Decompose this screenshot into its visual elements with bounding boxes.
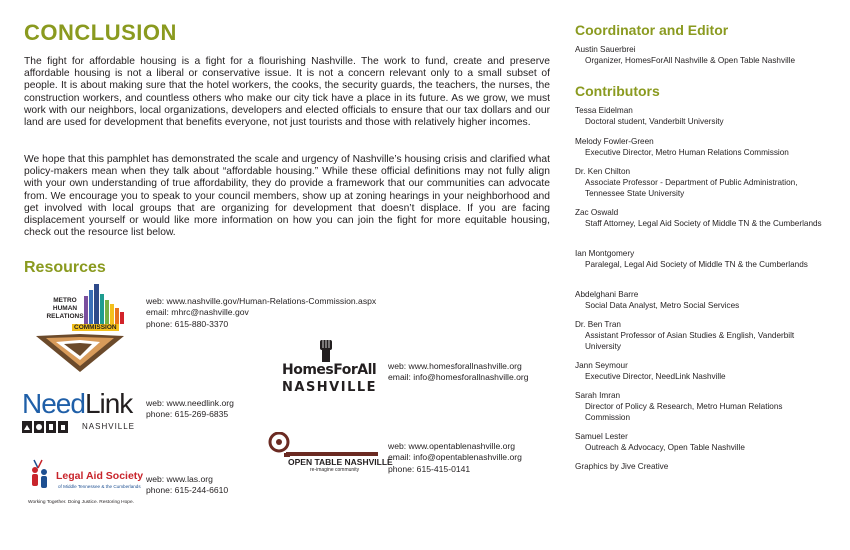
raised-fist-icon — [316, 338, 336, 362]
opentable-logo-sub: re-imagine community — [310, 467, 360, 473]
contributor-role: Staff Attorney, Legal Aid Society of Middle TN & the Cumberlands — [585, 218, 822, 228]
contributor-name: Dr. Ben Tran — [575, 320, 621, 329]
contributor-role: Executive Director, Metro Human Relations Commission — [585, 147, 789, 157]
homesforall-logo-subtext: NASHVILLE — [282, 380, 378, 395]
mhrc-contact — [146, 296, 376, 330]
contributor-name: Dr. Ken Chilton — [575, 167, 631, 176]
needlink-icons — [22, 420, 78, 432]
contributor-role: Assistant Professor of Asian Studies & English, Vanderbilt University — [585, 330, 795, 351]
opentable-email[interactable]: email: info@opentablenashville.org — [388, 452, 522, 463]
contributor-role: Outreach & Advocacy, Open Table Nashville — [585, 442, 745, 452]
needlink-web[interactable]: web: www.needlink.org — [146, 398, 234, 408]
contributor-role: Doctoral student, Vanderbilt University — [585, 116, 724, 126]
needlink-logo-link: Link — [84, 388, 133, 419]
graphics-credit: Graphics by Jive Creative — [575, 462, 669, 471]
contributor-role: Social Data Analyst, Metro Social Services — [585, 300, 740, 310]
contributor-role: Director of Policy & Research, Metro Human Relations Commission — [585, 401, 783, 422]
mhrc-logo — [34, 282, 126, 348]
needlink-logo-sub: NASHVILLE — [82, 422, 136, 431]
contributor-entry — [575, 137, 825, 159]
contributor-role: Paralegal, Legal Aid Society of Middle TN & the Cumberlands — [585, 259, 808, 269]
resources-heading: Resources — [24, 259, 106, 276]
needlink-logo-need: Need — [22, 388, 85, 419]
contributor-entry — [575, 208, 825, 230]
las-phone: phone: 615-244-6610 — [146, 485, 229, 496]
contributor-entry — [575, 361, 825, 383]
homesforall-email[interactable]: email: info@homesforallnashville.org — [388, 372, 529, 383]
page-title: CONCLUSION — [24, 20, 177, 45]
contributor-name: Ian Montgomery — [575, 249, 635, 258]
las-logo — [28, 458, 144, 510]
contributor-name: Sarah Imran — [575, 391, 621, 400]
contributor-role: Executive Director, NeedLink Nashville — [585, 371, 726, 381]
mhrc-web[interactable]: web: www.nashville.gov/Human-Relations-Commission.aspx — [146, 296, 377, 306]
contributor-entry — [575, 290, 825, 312]
contributor-entry — [575, 320, 825, 352]
mhrc-logo-text-3: RELATIONS — [46, 313, 84, 320]
homesforall-logo — [282, 338, 378, 396]
coordinator-name: Austin Sauerbrei — [575, 45, 636, 54]
contributor-entry — [575, 432, 825, 454]
contributor-role: Associate Professor - Department of Public Administration, Tennessee State University — [585, 177, 798, 198]
contributor-name: Abdelghani Barre — [575, 290, 639, 299]
conclusion-paragraph-2: We hope that this pamphlet has demonstrated the scale and urgency of Nashville’s housing crisis and clarified what policy-makers mean when they talk about “affordable housing.” While these official definitions may not fully align with your own understanding of true affordability, they do provide a framework that our communities can advocate from. We encourage you to speak to your council members, show up at zoning hearings in your neighborhood and get involved with local groups that are organizing for development that doesn’t displace. If you are facing displacement yourself or would like more information on how you can join the fight for more equitable housing, check out the resource list below. — [24, 154, 550, 239]
coordinator-heading: Coordinator and Editor — [575, 22, 729, 38]
contributor-name: Jann Seymour — [575, 361, 628, 370]
mhrc-logo-text-1: METRO — [53, 297, 77, 304]
contributor-name: Tessa Eidelman — [575, 106, 633, 115]
needlink-logo — [22, 389, 140, 435]
contributor-name: Samuel Lester — [575, 432, 628, 441]
needlink-phone: phone: 615-269-6835 — [146, 409, 229, 420]
las-web[interactable]: web: www.las.org — [146, 474, 213, 484]
las-contact — [146, 474, 228, 497]
opentable-logo — [268, 432, 393, 473]
contributor-name: Melody Fowler-Green — [575, 137, 654, 146]
homesforall-contact — [388, 361, 529, 384]
las-logo-sub: of Middle Tennessee & the Cumberlands — [58, 484, 141, 489]
opentable-logo-text: OPEN TABLE NASHVILLE — [288, 457, 393, 467]
contributor-entry — [575, 391, 825, 423]
las-figures-icon — [28, 458, 52, 492]
mhrc-email[interactable]: email: mhrc@nashville.gov — [146, 307, 249, 318]
opentable-web[interactable]: web: www.opentablenashville.org — [388, 441, 516, 451]
contributor-entry — [575, 249, 825, 271]
needlink-contact — [146, 398, 234, 421]
mhrc-logo-text-2: HUMAN — [52, 305, 78, 312]
contributor-entry — [575, 106, 825, 128]
mhrc-logo-text-4: COMMISSION — [74, 324, 117, 331]
contributor-name: Zac Oswald — [575, 208, 619, 217]
conclusion-paragraph-1: The fight for affordable housing is a fight for a flourishing Nashville. The work to fund, create and preserve affordable housing is not a liberal or conservative issue. It is not a concern relevant only to a small subset of people. It is about making sure that the hotel workers, the cooks, the security guards, the teachers, the nurses, the construction workers, and countless others who make our city tick have a place in its future. As we grow, we must work with our neighbors, local organizations, developers and elected officials to ensure that our tax dollars and our land are used for development that benefits everyone, not just tourists and those with relatively higher incomes. — [24, 56, 550, 129]
homesforall-web[interactable]: web: www.homesforallnashville.org — [388, 361, 522, 371]
opentable-phone: phone: 615-415-0141 — [388, 463, 471, 474]
opentable-contact — [388, 441, 522, 475]
contributor-entry — [575, 167, 825, 199]
coordinator-entry — [575, 45, 825, 67]
coordinator-role: Organizer, HomesForAll Nashville & Open Table Nashville — [585, 55, 796, 65]
homesforall-logo-text: HomesForAll — [282, 362, 377, 378]
las-logo-text: Legal Aid Society — [56, 470, 144, 482]
las-logo-tagline: Working Together. Doing Justice. Restoring Hope. — [28, 500, 134, 505]
contributors-heading: Contributors — [575, 83, 660, 99]
key-icon — [268, 432, 290, 466]
mhrc-phone: phone: 615-880-3370 — [146, 318, 229, 329]
